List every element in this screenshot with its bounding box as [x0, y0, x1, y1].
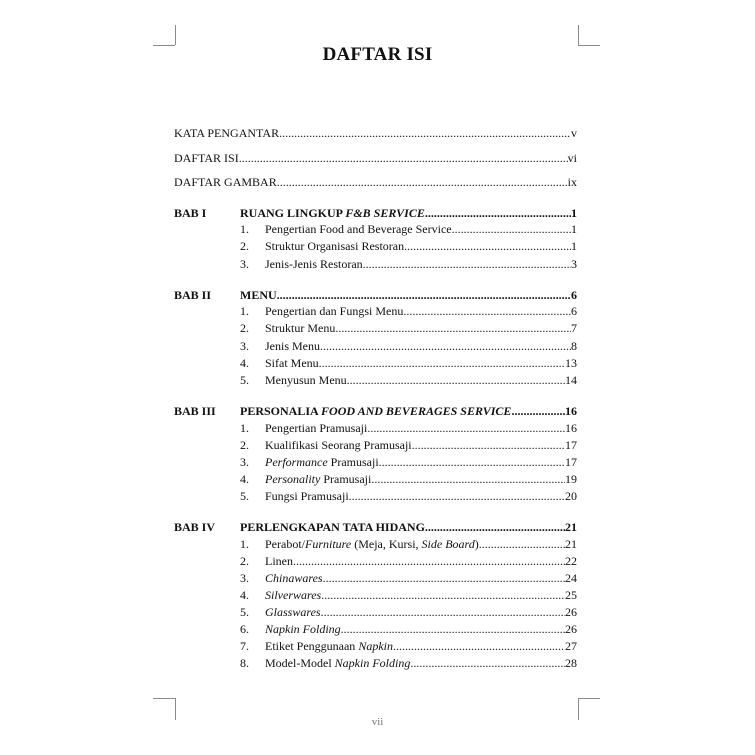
subitem-label: Sifat Menu: [265, 356, 319, 370]
subitem-label: Performance Pramusaji: [265, 455, 379, 469]
toc-subitem: [240, 221, 577, 237]
subitem-page: 27: [565, 639, 577, 653]
subitem-label: Jenis Menu: [265, 339, 320, 353]
dot-leader: [511, 403, 565, 419]
subitem-number: 5.: [240, 605, 249, 619]
chapter-number: BAB III: [174, 404, 216, 418]
toc-entry-label: DAFTAR ISI: [174, 151, 239, 165]
toc-entry: [174, 174, 577, 190]
subitem-page: 1: [571, 239, 577, 253]
subitem-page: 26: [565, 622, 577, 636]
subitem-label: Perabot/Furniture (Meja, Kursi, Side Board): [265, 537, 479, 551]
page-number: vii: [371, 716, 384, 728]
toc-entry-label: DAFTAR GAMBAR: [174, 175, 277, 189]
subitem-label: Etiket Penggunaan Napkin: [265, 639, 393, 653]
toc-subitem: [240, 303, 577, 319]
crop-mark: [175, 25, 176, 45]
dot-leader: [323, 570, 565, 586]
chapter-number: BAB IV: [174, 520, 216, 534]
subitem-number: 1.: [240, 222, 249, 236]
subitem-label: Struktur Menu: [265, 321, 336, 335]
chapter-number: BAB II: [174, 288, 212, 302]
dot-leader: [379, 454, 565, 470]
toc-subitem: [240, 587, 577, 603]
subitem-label: Silverwares: [265, 588, 322, 602]
crop-mark: [153, 698, 175, 699]
crop-mark: [578, 25, 579, 45]
toc-subitem: [240, 471, 577, 487]
subitem-number: 2.: [240, 438, 249, 452]
subitem-number: 5.: [240, 373, 249, 387]
subitem-label: Kualifikasi Seorang Pramusaji: [265, 438, 412, 452]
page-title: DAFTAR ISI: [322, 44, 433, 65]
subitem-label: Pengertian Pramusaji: [265, 421, 368, 435]
toc-entry-page: ix: [567, 175, 577, 189]
chapter-page: 6: [571, 288, 577, 302]
subitem-number: 2.: [240, 239, 249, 253]
dot-leader: [347, 372, 565, 388]
subitem-page: 17: [565, 438, 577, 452]
toc-subitem: [240, 338, 577, 354]
toc-subitem: [240, 437, 577, 453]
toc-subitem: [240, 655, 577, 671]
dot-leader: [367, 420, 565, 436]
toc-entry: [174, 125, 577, 141]
dot-leader: [410, 655, 565, 671]
subitem-number: 6.: [240, 622, 249, 636]
subitem-label: Chinawares: [265, 571, 323, 585]
subitem-number: 4.: [240, 588, 249, 602]
dot-leader: [279, 125, 571, 141]
subitem-label: Model-Model Napkin Folding: [265, 656, 411, 670]
subitem-page: 16: [565, 421, 577, 435]
toc-subitem: [240, 488, 577, 504]
subitem-page: 1: [571, 222, 577, 236]
subitem-number: 5.: [240, 489, 249, 503]
subitem-number: 1.: [240, 304, 249, 318]
dot-leader: [335, 320, 571, 336]
toc-subitem: [240, 372, 577, 388]
dot-leader: [319, 355, 565, 371]
toc-subitem: [240, 621, 577, 637]
chapter-title: PERLENGKAPAN TATA HIDANG: [240, 520, 425, 534]
subitem-label: Fungsi Pramusaji: [265, 489, 349, 503]
subitem-number: 7.: [240, 639, 249, 653]
toc-subitem: [240, 638, 577, 654]
chapter-page: 21: [565, 520, 577, 534]
toc-subitem: [240, 604, 577, 620]
subitem-page: 14: [565, 373, 577, 387]
chapter-title-row: [240, 519, 577, 535]
dot-leader: [404, 238, 571, 254]
toc-entry-page: vi: [567, 151, 577, 165]
subitem-number: 1.: [240, 537, 249, 551]
subitem-label: Glasswares: [265, 605, 321, 619]
dot-leader: [371, 471, 565, 487]
subitem-label: Napkin Folding: [265, 622, 341, 636]
subitem-number: 4.: [240, 356, 249, 370]
chapter-page: 16: [565, 404, 577, 418]
subitem-number: 2.: [240, 321, 249, 335]
dot-leader: [239, 150, 568, 166]
toc-subitem: [240, 420, 577, 436]
dot-leader: [320, 338, 571, 354]
dot-leader: [452, 221, 571, 237]
crop-mark: [578, 698, 600, 699]
subitem-number: 8.: [240, 656, 249, 670]
subitem-page: 24: [565, 571, 577, 585]
subitem-label: Personality Pramusaji: [265, 472, 372, 486]
subitem-label: Struktur Organisasi Restoran: [265, 239, 405, 253]
chapter-title: MENU: [240, 288, 277, 302]
chapter-title-row: [240, 287, 577, 303]
subitem-page: 26: [565, 605, 577, 619]
toc-entry-label: KATA PENGANTAR: [174, 126, 280, 140]
subitem-number: 4.: [240, 472, 249, 486]
dot-leader: [393, 638, 565, 654]
toc-entry-page: v: [571, 126, 577, 140]
subitem-label: Menyusun Menu: [265, 373, 347, 387]
subitem-label: Linen: [265, 554, 293, 568]
chapter-title-row: [240, 403, 577, 419]
dot-leader: [425, 205, 571, 221]
subitem-number: 3.: [240, 339, 249, 353]
subitem-page: 25: [565, 588, 577, 602]
subitem-page: 28: [565, 656, 577, 670]
toc-subitem: [240, 570, 577, 586]
subitem-label: Pengertian Food and Beverage Service: [265, 222, 452, 236]
subitem-number: 3.: [240, 455, 249, 469]
toc-subitem: [240, 553, 577, 569]
subitem-page: 21: [565, 537, 577, 551]
chapter-page: 1: [571, 206, 577, 220]
dot-leader: [363, 256, 571, 272]
chapter-title: PERSONALIA FOOD AND BEVERAGES SERVICE: [240, 404, 512, 418]
dot-leader: [277, 174, 568, 190]
toc-entry: [174, 150, 577, 166]
dot-leader: [412, 437, 565, 453]
subitem-number: 3.: [240, 257, 249, 271]
dot-leader: [403, 303, 571, 319]
chapter-title-row: [240, 205, 577, 221]
dot-leader: [349, 488, 565, 504]
subitem-label: Jenis-Jenis Restoran: [265, 257, 363, 271]
subitem-page: 6: [571, 304, 577, 318]
subitem-page: 13: [565, 356, 577, 370]
chapter-number: BAB I: [174, 206, 207, 220]
toc-subitem: [240, 355, 577, 371]
toc-subitem: [240, 238, 577, 254]
subitem-page: 7: [571, 321, 577, 335]
subitem-label: Pengertian dan Fungsi Menu: [265, 304, 404, 318]
subitem-page: 22: [565, 554, 577, 568]
subitem-number: 1.: [240, 421, 249, 435]
subitem-number: 3.: [240, 571, 249, 585]
dot-leader: [321, 587, 565, 603]
subitem-page: 8: [571, 339, 577, 353]
dot-leader: [341, 621, 565, 637]
dot-leader: [425, 519, 565, 535]
subitem-number: 2.: [240, 554, 249, 568]
subitem-page: 20: [565, 489, 577, 503]
dot-leader: [277, 287, 571, 303]
toc-subitem: [240, 256, 577, 272]
subitem-page: 3: [571, 257, 577, 271]
dot-leader: [321, 604, 565, 620]
toc-subitem: [240, 320, 577, 336]
chapter-title: RUANG LINGKUP F&B SERVICE: [240, 206, 425, 220]
subitem-page: 19: [565, 472, 577, 486]
dot-leader: [293, 553, 565, 569]
dot-leader: [479, 536, 565, 552]
toc-subitem: [240, 536, 577, 552]
subitem-page: 17: [565, 455, 577, 469]
toc-subitem: [240, 454, 577, 470]
